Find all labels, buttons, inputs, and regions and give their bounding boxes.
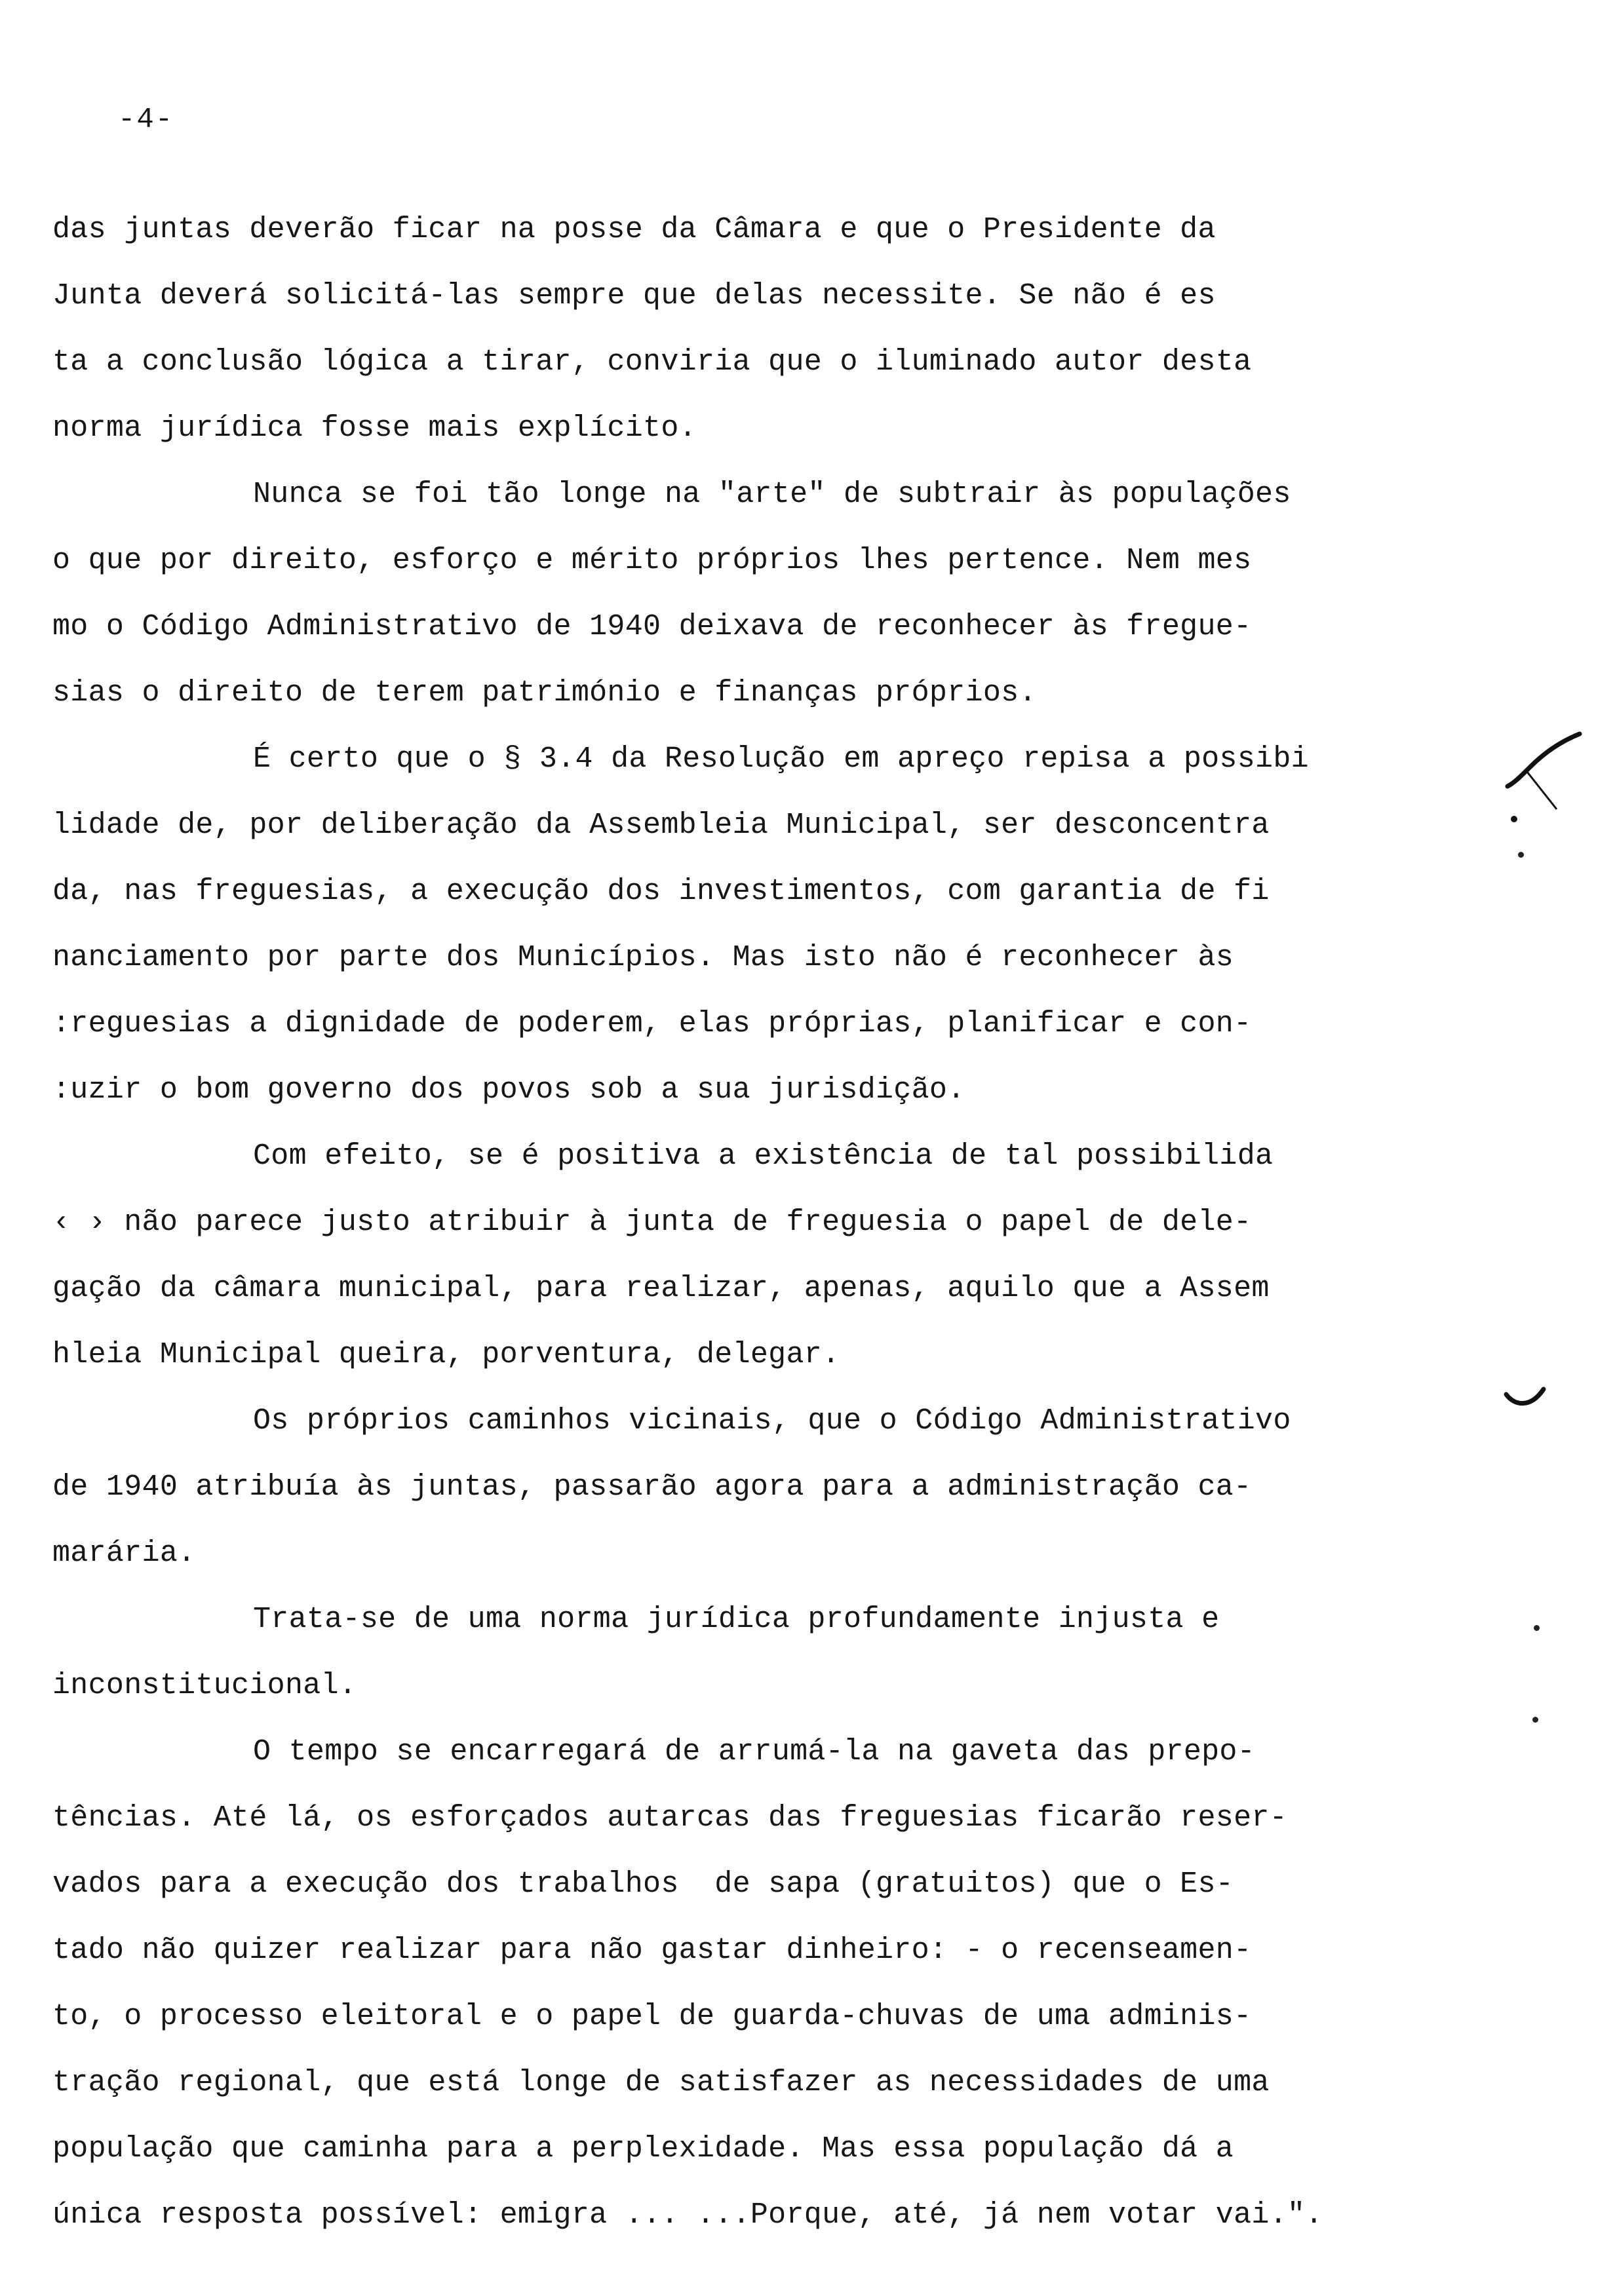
- text-line: das juntas deverão ficar na posse da Câmara e que o Presidente da: [52, 213, 1216, 246]
- text-line: :reguesias a dignidade de poderem, elas próprias, planificar e con-: [52, 1007, 1252, 1041]
- text-line: da, nas freguesias, a execução dos investimentos, com garantia de fi: [52, 875, 1270, 908]
- text-line: de 1940 atribuía às juntas, passarão agora para a administração ca-: [52, 1470, 1252, 1504]
- margin-dot: [1534, 1625, 1540, 1631]
- margin-dot: [1518, 852, 1524, 858]
- text-line: ‹ › não parece justo atribuir à junta de freguesia o papel de dele-: [52, 1206, 1252, 1239]
- text-line: sias o direito de terem património e finanças próprios.: [52, 676, 1037, 710]
- text-line: única resposta possível: emigra ... ...Porque, até, já nem votar vai.".: [52, 2198, 1323, 2232]
- text-line: Junta deverá solicitá-las sempre que delas necessite. Se não é es: [52, 279, 1216, 313]
- body-text: [52, 197, 1481, 2248]
- text-line: O tempo se encarregará de arrumá-la na gaveta das prepo-: [253, 1735, 1256, 1769]
- text-line: marária.: [52, 1537, 196, 1570]
- text-line: Com efeito, se é positiva a existência de tal possibilida: [253, 1139, 1274, 1173]
- margin-dot: [1532, 1717, 1538, 1723]
- text-line: o que por direito, esforço e mérito próprios lhes pertence. Nem mes: [52, 544, 1252, 577]
- text-line: tências. Até lá, os esforçados autarcas das freguesias ficarão reser-: [52, 1801, 1288, 1835]
- text-line: Os próprios caminhos vicinais, que o Código Administrativo: [253, 1404, 1291, 1438]
- text-line: tado não quizer realizar para não gastar dinheiro: - o recenseamen-: [52, 1934, 1252, 1967]
- text-line: Trata-se de uma norma jurídica profundamente injusta e: [253, 1603, 1220, 1636]
- text-line: ta a conclusão lógica a tirar, conviria que o iluminado autor desta: [52, 345, 1252, 379]
- text-line: to, o processo eleitoral e o papel de guarda-chuvas de uma adminis-: [52, 2000, 1252, 2033]
- text-line: gação da câmara municipal, para realizar, apenas, aquilo que a Assem: [52, 1272, 1270, 1305]
- text-line: mo o Código Administrativo de 1940 deixava de reconhecer às fregue-: [52, 610, 1252, 643]
- text-line: inconstitucional.: [52, 1669, 357, 1702]
- text-line: população que caminha para a perplexidade. Mas essa população dá a: [52, 2132, 1234, 2166]
- text-line: hleia Municipal queira, porventura, delegar.: [52, 1338, 840, 1371]
- page-number: -4-: [118, 104, 174, 136]
- text-line: tração regional, que está longe de satisfazer as necessidades de uma: [52, 2066, 1270, 2099]
- text-line: norma jurídica fosse mais explícito.: [52, 411, 697, 445]
- text-line: lidade de, por deliberação da Assembleia Municipal, ser desconcentra: [52, 809, 1270, 842]
- text-line: nanciamento por parte dos Municípios. Mas isto não é reconhecer às: [52, 941, 1234, 974]
- margin-curve-mark-icon: [1501, 1376, 1553, 1415]
- text-line: :uzir o bom governo dos povos sob a sua jurisdição.: [52, 1073, 965, 1107]
- text-line: vados para a execução dos trabalhos de sapa (gratuitos) que o Es-: [52, 1867, 1234, 1901]
- text-line: É certo que o § 3.4 da Resolução em apreço repisa a possibi: [253, 742, 1309, 776]
- margin-tick-mark-icon: [1501, 721, 1586, 826]
- text-line: Nunca se foi tão longe na "arte" de subtrair às populações: [253, 478, 1291, 511]
